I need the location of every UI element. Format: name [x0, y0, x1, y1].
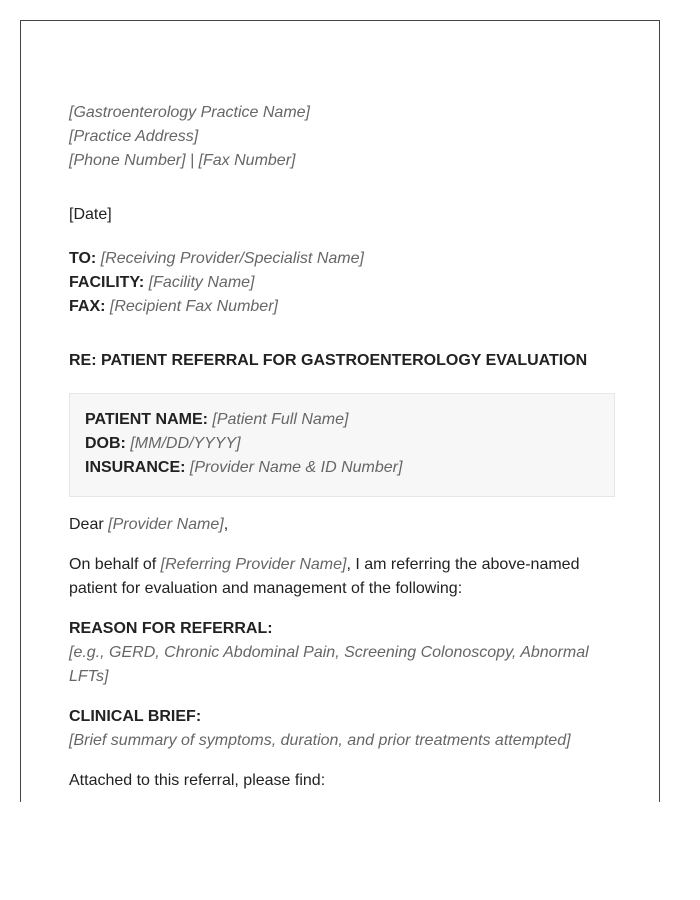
intro-paragraph — [69, 553, 615, 601]
intro-referrer: [Referring Provider Name] — [160, 556, 347, 573]
reason-section — [69, 617, 615, 689]
salutation — [69, 513, 615, 537]
reason-label: REASON FOR REFERRAL: — [69, 620, 273, 637]
salutation-name: [Provider Name] — [108, 516, 224, 533]
patient-dob-label: DOB: — [85, 435, 126, 452]
patient-name-value: [Patient Full Name] — [212, 411, 349, 428]
practice-header — [69, 101, 615, 173]
clinical-label: CLINICAL BRIEF: — [69, 708, 202, 725]
recipient-facility — [69, 271, 615, 295]
recipient-fax-value: [Recipient Fax Number] — [109, 298, 278, 315]
patient-name-label: PATIENT NAME: — [85, 411, 208, 428]
practice-fax: [Fax Number] — [198, 152, 296, 169]
clinical-value: [Brief summary of symptoms, duration, and prior treatments attempted] — [69, 732, 571, 749]
recipient-facility-label: FACILITY: — [69, 274, 145, 291]
salutation-suffix: , — [223, 516, 229, 533]
intro-suffix: , I am referring the above-named patient for evaluation and management of the following: — [69, 556, 580, 597]
recipient-facility-value: [Facility Name] — [148, 274, 255, 291]
reason-value: [e.g., GERD, Chronic Abdominal Pain, Screening Colonoscopy, Abnormal LFTs] — [69, 644, 589, 685]
practice-address: [Practice Address] — [69, 128, 199, 145]
clinical-section — [69, 705, 615, 753]
recipient-block — [69, 247, 615, 319]
recipient-fax — [69, 295, 615, 319]
attachments-intro: Attached to this referral, please find: — [69, 772, 326, 789]
recipient-to-label: TO: — [69, 250, 97, 267]
practice-contact — [69, 149, 615, 173]
practice-name: [Gastroenterology Practice Name] — [69, 104, 310, 121]
patient-info-box — [69, 393, 615, 497]
patient-insurance-row — [85, 456, 599, 480]
practice-phone: [Phone Number] — [69, 152, 186, 169]
practice-contact-separator: | — [185, 152, 199, 169]
patient-insurance-value: [Provider Name & ID Number] — [189, 459, 403, 476]
salutation-prefix: Dear — [69, 516, 109, 533]
letter-date: [Date] — [69, 206, 112, 223]
subject-line: RE: PATIENT REFERRAL FOR GASTROENTEROLOGY EVALUATION — [69, 352, 588, 369]
patient-insurance-label: INSURANCE: — [85, 459, 186, 476]
patient-dob-row — [85, 432, 599, 456]
letter-content — [69, 101, 615, 793]
patient-name-row — [85, 408, 599, 432]
patient-dob-value: [MM/DD/YYYY] — [130, 435, 241, 452]
recipient-to-value: [Receiving Provider/Specialist Name] — [100, 250, 364, 267]
recipient-fax-label: FAX: — [69, 298, 106, 315]
recipient-to — [69, 247, 615, 271]
intro-prefix: On behalf of — [69, 556, 161, 573]
letter-page — [20, 20, 660, 802]
